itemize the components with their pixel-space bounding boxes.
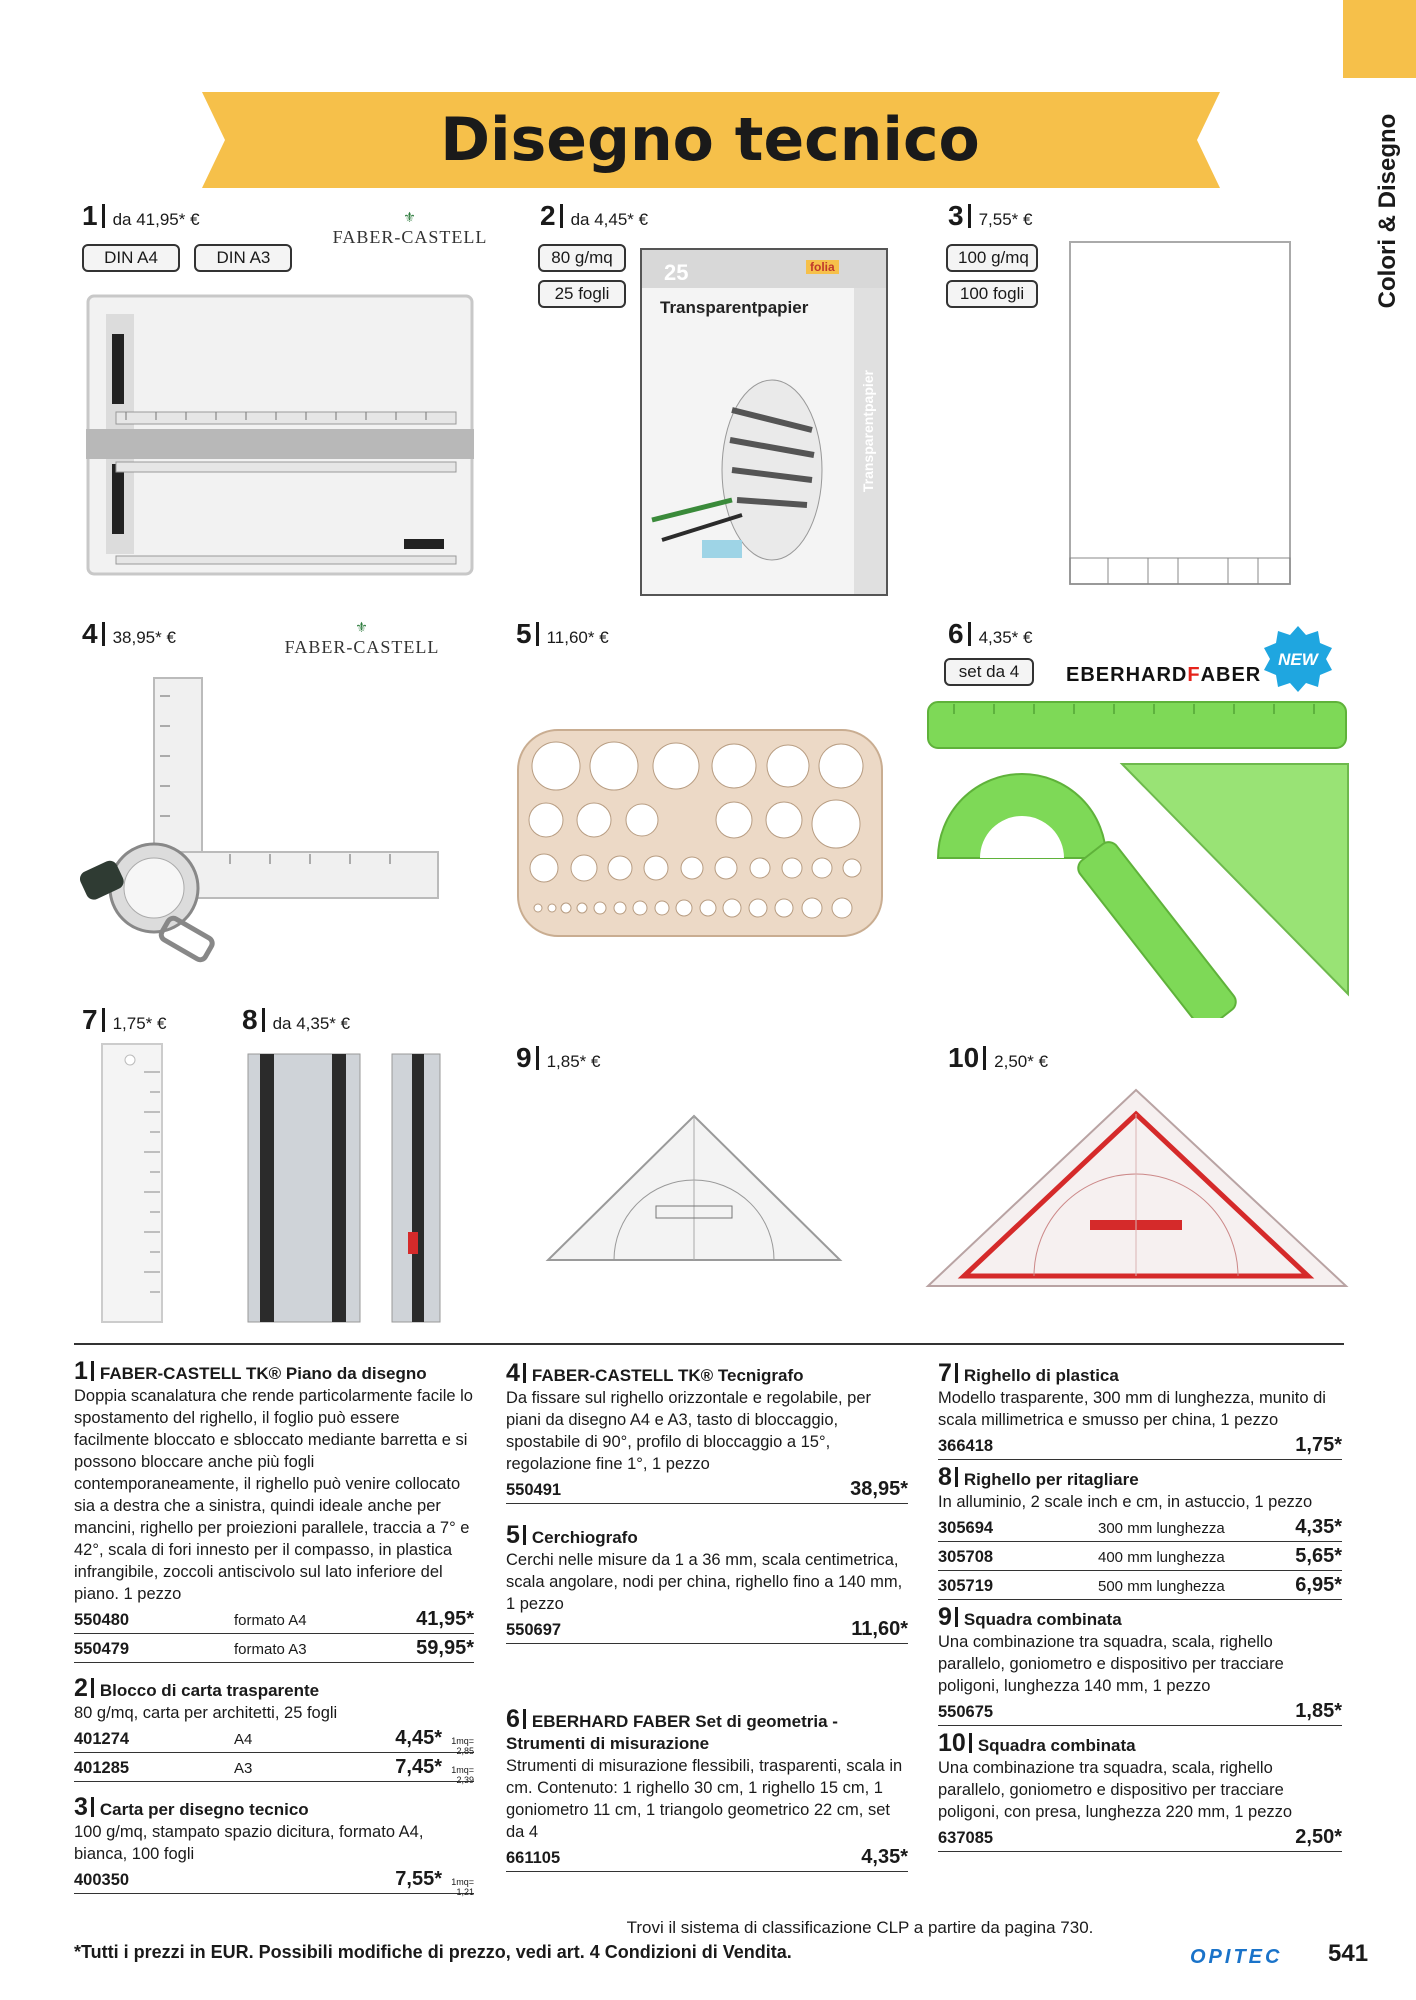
section-tab-marker bbox=[1343, 0, 1416, 78]
content-divider bbox=[74, 1343, 1344, 1345]
eberhard-faber-logo: EBERHARDFABER bbox=[1066, 664, 1262, 686]
pad-title: Transparentpapier bbox=[660, 298, 809, 317]
tag-din-a4: DIN A4 bbox=[82, 244, 180, 272]
price-row-550479: 550479 formato A3 59,95* bbox=[74, 1634, 474, 1663]
price-row-550697: 550697 11,60* bbox=[506, 1615, 908, 1644]
tag-group-3 bbox=[946, 244, 1040, 308]
section-label: Colori & Disegno bbox=[1374, 113, 1401, 309]
product-desc-1: 1 FABER-CASTELL TK® Piano da disegno Doppia scanalatura che rende particolarmente facile lo spostamento del righello, il foglio può essere facilmente bloccato e sbloccato mediante barretta e si possono bloccare anche più fogli contemporaneamente, il righello può venire collocato sia a destra che a sinistra, quindi ideale anche per mancini, righello per proiezioni parallele, traccia a 7° e 42°, scala di fori innesto per il compasso, in plastica infrangibile, zoccoli antiscivolo sul lato inferiore del piano. 1 pezzo 550480 formato A4 41,95* 550479 formato A3 59,95* bbox=[74, 1360, 474, 1663]
page-number: 541 bbox=[1328, 1940, 1369, 1967]
tag-80-gmq: 80 g/mq bbox=[538, 244, 626, 272]
product-label-3: 3 7,55* € bbox=[948, 200, 1033, 231]
opitec-logo: OPITEC bbox=[1190, 1946, 1283, 1968]
tag-group-6 bbox=[944, 658, 1034, 686]
tag-group-1 bbox=[82, 244, 292, 272]
description-column-1 bbox=[74, 1357, 474, 1897]
faber-castell-logo-2: ⚜ FABER-CASTELL bbox=[284, 621, 440, 657]
price-disclaimer: *Tutti i prezzi in EUR. Possibili modifiche di prezzo, vedi art. 4 Condizioni di Vendita. bbox=[74, 1942, 792, 1962]
circle-template-image bbox=[516, 728, 884, 938]
product-desc-6: 6 EBERHARD FABER Set di geometria - Strumenti di misurazione Strumenti di misurazione flessibili, trasparenti, scala in cm. Contenuto: 1 righello 30 cm, 1 righello 15 cm, 1 goniometro 11 cm, 1 triangolo geometrico 22 cm, set da 4 661105 4,35* bbox=[506, 1708, 908, 1872]
pad-number: 25 bbox=[664, 260, 689, 285]
technical-drawing-sheet-image bbox=[1068, 240, 1292, 586]
faber-castell-logo: ⚜ FABER-CASTELL bbox=[332, 211, 488, 247]
product-label-1: 1 da 41,95* € bbox=[82, 200, 200, 231]
price-row-366418: 366418 1,75* bbox=[938, 1431, 1342, 1460]
page-title: Disegno tecnico bbox=[440, 105, 980, 175]
price-row-401285: 401285 A3 7,45* 1mq= 2,39 bbox=[74, 1753, 474, 1782]
product-desc-2: 2 Blocco di carta trasparente 80 g/mq, carta per architetti, 25 fogli 401274 A4 4,45* 1mq= 2,85 401285 A3 7,45* 1mq= 2,39 bbox=[74, 1674, 474, 1785]
tag-din-a3: DIN A3 bbox=[194, 244, 292, 272]
price-row-305694: 305694 300 mm lunghezza 4,35* bbox=[938, 1513, 1342, 1542]
product-desc-5: 5 Cerchiografo Cerchi nelle misure da 1 a 36 mm, scala centimetrica, scala angolare, nodi per china, righello fino a 140 mm, 1 pezzo 550697 11,60* bbox=[506, 1524, 908, 1644]
pad-side-text: Transparentpapier bbox=[860, 370, 876, 493]
price-row-550480: 550480 formato A4 41,95* bbox=[74, 1605, 474, 1634]
transparent-paper-pad-image bbox=[640, 248, 888, 596]
description-column-2 bbox=[506, 1359, 908, 1872]
product-desc-3: 3 Carta per disegno tecnico 100 g/mq, stampato spazio dicitura, formato A4, bianca, 100 fogli 400350 7,55* 1mq= 1,21 bbox=[74, 1793, 474, 1897]
product-label-10: 10 2,50* € bbox=[948, 1042, 1049, 1073]
price-row-550491: 550491 38,95* bbox=[506, 1475, 908, 1504]
tecnigrafo-image bbox=[80, 676, 440, 976]
price-row-661105: 661105 4,35* bbox=[506, 1843, 908, 1872]
new-badge-text: NEW bbox=[1278, 650, 1318, 669]
zebra-illustration bbox=[642, 350, 852, 590]
product-desc-10: 10 Squadra combinata Una combinazione tra squadra, scala, righello parallelo, goniometro e dispositivo per tracciare poligoni, con presa, lunghezza 220 mm, 1 pezzo 637085 2,50* bbox=[938, 1732, 1342, 1852]
folia-logo: folia bbox=[806, 260, 839, 274]
product-desc-9: 9 Squadra combinata Una combinazione tra squadra, scala, righello parallelo, goniometro e dispositivo per tracciare poligoni, lunghezza 140 mm, 1 pezzo 550675 1,85* bbox=[938, 1606, 1342, 1726]
product-label-4: 4 38,95* € bbox=[82, 618, 176, 649]
product-desc-8: 8 Righello per ritagliare In alluminio, 2 scale inch e cm, in astuccio, 1 pezzo 305694 300 mm lunghezza 4,35* 305708 400 mm lunghezza 5,65* 305719 500 mm lunghezza 6,95* bbox=[938, 1466, 1342, 1600]
product-label-5: 5 11,60* € bbox=[516, 618, 609, 649]
price-row-305719: 305719 500 mm lunghezza 6,95* bbox=[938, 1571, 1342, 1600]
aluminium-ruler-image bbox=[246, 1052, 446, 1324]
product-label-7: 7 1,75* € bbox=[82, 1004, 167, 1035]
tag-25-fogli: 25 fogli bbox=[538, 280, 626, 308]
product-label-9: 9 1,85* € bbox=[516, 1042, 601, 1073]
small-set-square-image bbox=[544, 1114, 844, 1264]
price-row-550675: 550675 1,85* bbox=[938, 1697, 1342, 1726]
geometry-set-image bbox=[924, 700, 1352, 1018]
price-row-400350: 400350 7,55* 1mq= 1,21 bbox=[74, 1865, 474, 1894]
product-desc-7: 7 Righello di plastica Modello trasparente, 300 mm di lunghezza, munito di scala millimetrica e smusso per china, 1 pezzo 366418 1,75* bbox=[938, 1362, 1342, 1460]
price-row-401274: 401274 A4 4,45* 1mq= 2,85 bbox=[74, 1724, 474, 1753]
product-label-2: 2 da 4,45* € bbox=[540, 200, 649, 231]
tag-100-fogli: 100 fogli bbox=[946, 280, 1038, 308]
price-row-637085: 637085 2,50* bbox=[938, 1823, 1342, 1852]
tag-set-da-4: set da 4 bbox=[944, 658, 1034, 686]
clp-note: Trovi il sistema di classificazione CLP a partire da pagina 730. bbox=[626, 1918, 1094, 1937]
tag-group-2 bbox=[538, 244, 628, 308]
product-label-8: 8 da 4,35* € bbox=[242, 1004, 351, 1035]
tag-100-gmq: 100 g/mq bbox=[946, 244, 1038, 272]
drawing-board-image bbox=[86, 294, 474, 576]
description-column-3 bbox=[938, 1359, 1342, 1852]
price-row-305708: 305708 400 mm lunghezza 5,65* bbox=[938, 1542, 1342, 1571]
product-desc-4: 4 FABER-CASTELL TK® Tecnigrafo Da fissare sul righello orizzontale e regolabile, per piani da disegno A4 e A3, tasto di bloccaggio, spostabile di 90°, profilo di bloccaggio a 15°, regolazione fine 1°, 1 pezzo 550491 38,95* bbox=[506, 1362, 908, 1504]
large-set-square-image bbox=[924, 1088, 1350, 1290]
product-label-6: 6 4,35* € bbox=[948, 618, 1033, 649]
plastic-ruler-image bbox=[100, 1042, 164, 1324]
